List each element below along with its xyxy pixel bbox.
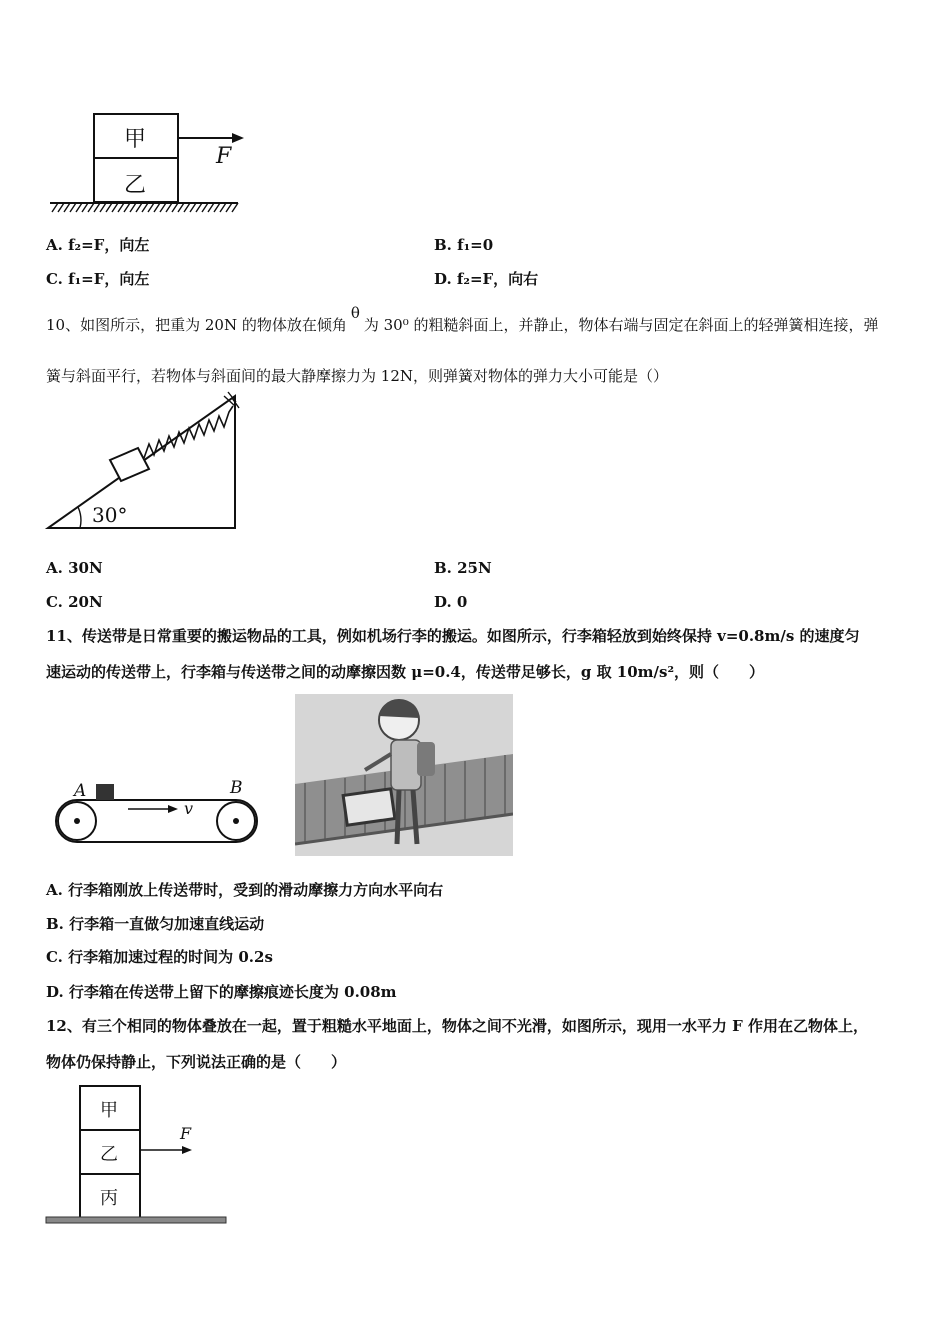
q10-stem-part2: 为 30⁰ 的粗糙斜面上，并静止，物体右端与固定在斜面上的轻弹簧相连接，弹	[363, 316, 879, 334]
q10-option-a[interactable]: A. 30N	[46, 559, 103, 577]
q10-option-c[interactable]: C. 20N	[46, 593, 103, 611]
label-jia: 甲	[124, 127, 147, 152]
ground-strip	[46, 1217, 226, 1223]
label-q12-bing: 丙	[100, 1188, 118, 1209]
q11-option-a[interactable]: A. 行李箱刚放上传送带时，受到的滑动摩擦力方向水平向右	[46, 881, 444, 899]
label-point-b: B	[230, 778, 243, 798]
q11-stem-line1: 11、传送带是日常重要的搬运物品的工具，例如机场行李的搬运。如图所示，行李箱轻放到始终保持 v=0.8m/s 的速度匀	[46, 627, 860, 645]
q11-option-b[interactable]: B. 行李箱一直做匀加速直线运动	[46, 915, 265, 933]
label-q12-jia: 甲	[100, 1100, 118, 1121]
q9-option-d[interactable]: D. f₂=F，向右	[434, 270, 539, 288]
label-angle-30: 30°	[92, 503, 128, 527]
q10-stem-line2: 簧与斜面平行，若物体与斜面间的最大静摩擦力为 12N，则弹簧对物体的弹力大小可能是（）	[46, 367, 668, 385]
q12-stem-line2: 物体仍保持静止，下列说法正确的是（ ）	[46, 1053, 347, 1071]
q10-stem-part1: 10、如图所示，把重为 20N 的物体放在倾角	[46, 316, 347, 334]
label-point-a: A	[74, 781, 87, 801]
arrow-head	[182, 1146, 192, 1154]
q9-option-c[interactable]: C. f₁=F，向左	[46, 270, 150, 288]
q10-theta: θ	[350, 304, 360, 322]
q10-option-d[interactable]: D. 0	[434, 593, 468, 611]
label-yi: 乙	[124, 173, 147, 198]
q11-option-c[interactable]: C. 行李箱加速过程的时间为 0.2s	[46, 948, 273, 966]
label-velocity-v: v	[184, 799, 194, 818]
label-q12-force-f: F	[180, 1124, 192, 1143]
label-force-f: F	[216, 144, 232, 169]
label-q12-yi: 乙	[100, 1144, 118, 1165]
q11-option-d[interactable]: D. 行李箱在传送带上留下的摩擦痕迹长度为 0.08m	[46, 983, 397, 1001]
q9-option-a[interactable]: A. f₂=F，向左	[46, 236, 150, 254]
q12-stem-line1: 12、有三个相同的物体叠放在一起，置于粗糙水平地面上，物体之间不光滑，如图所示，现用一水平力 F 作用在乙物体上，	[46, 1017, 868, 1035]
q11-stem-line2: 速运动的传送带上，行李箱与传送带之间的动摩擦因数 μ=0.4，传送带足够长，g 取 10m/s²，则（ ）	[46, 663, 765, 681]
q9-option-b[interactable]: B. f₁=0	[434, 236, 494, 254]
q10-option-b[interactable]: B. 25N	[434, 559, 492, 577]
